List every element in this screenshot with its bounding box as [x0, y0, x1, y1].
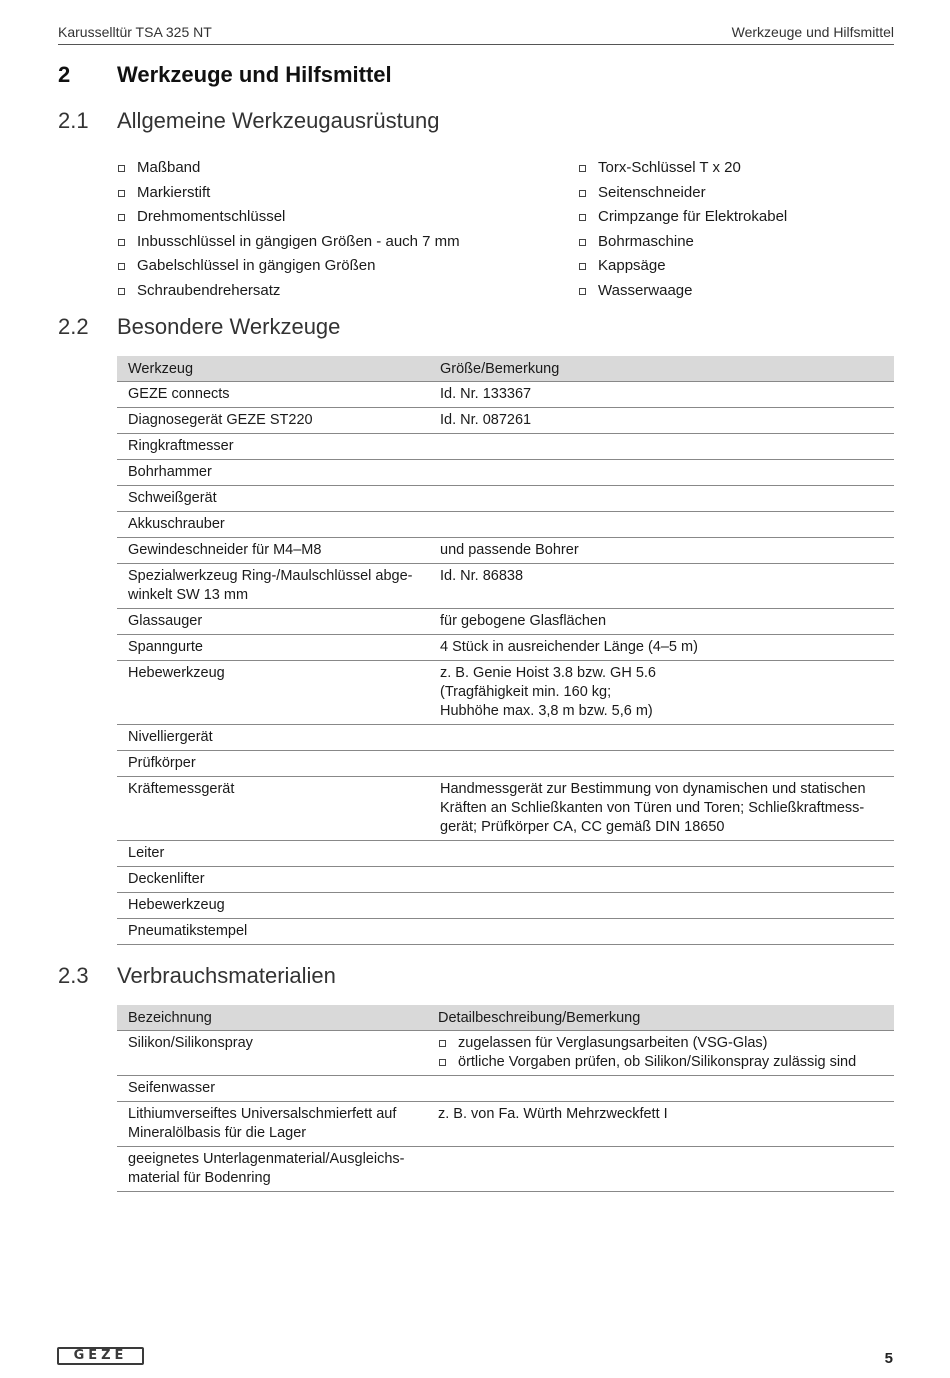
bullet-square-icon: [118, 165, 125, 172]
table-row: [117, 460, 894, 486]
table-row: [117, 1031, 894, 1076]
list-item-label: Schraubendrehersatz: [137, 281, 281, 299]
tool-remark-cell: Handmessgerät zur Bestimmung von dynamischen und statischen Kräften an Schließkanten von Türen und Toren; Schließkraftmess- gerät; Prüfkörper CA, CC gemäß DIN 18650: [429, 777, 894, 841]
tool-list-right: [578, 156, 787, 304]
section-title: Besondere Werkzeuge: [117, 314, 341, 339]
bullet-square-icon: [118, 288, 125, 295]
list-item: [117, 156, 460, 181]
table-row: [117, 777, 894, 841]
tool-name-cell: Deckenlifter: [117, 867, 429, 893]
tool-remark-cell: [429, 919, 894, 945]
tool-remark-cell: Id. Nr. 133367: [429, 382, 894, 408]
geze-logo: GEZE: [57, 1347, 144, 1365]
tool-name-cell: Akkuschrauber: [117, 512, 429, 538]
tool-name-cell: Spanngurte: [117, 635, 429, 661]
table-row: [117, 512, 894, 538]
table-row: [117, 538, 894, 564]
section-heading-2-3: [58, 963, 336, 989]
column-header: Größe/Bemerkung: [429, 356, 894, 382]
list-item: [117, 279, 460, 304]
list-item-label: Maßband: [137, 159, 201, 176]
tool-remark-cell: [429, 841, 894, 867]
table-row: [117, 893, 894, 919]
tool-name-cell: Diagnosegerät GEZE ST220: [117, 408, 429, 434]
tool-name-cell: Nivelliergerät: [117, 725, 429, 751]
material-remark-cell: [427, 1031, 894, 1076]
chapter-heading: [58, 62, 392, 88]
table-header-row: [117, 356, 894, 382]
table-row: [117, 841, 894, 867]
section-heading-2-2: [58, 314, 340, 340]
material-name-cell: geeignetes Unterlagenmaterial/Ausgleichs- material für Bodenring: [117, 1147, 427, 1192]
bullet-square-icon: [439, 1059, 446, 1066]
table-row: [117, 867, 894, 893]
bullet-square-icon: [579, 214, 586, 221]
bullet-square-icon: [118, 190, 125, 197]
list-item: [578, 254, 787, 279]
tool-remark-cell: [429, 867, 894, 893]
tool-remark-cell: [429, 434, 894, 460]
section-heading-2-1: [58, 108, 439, 134]
list-item: [117, 230, 460, 255]
bullet-square-icon: [118, 239, 125, 246]
material-remark-cell: [427, 1102, 894, 1147]
tool-name-cell: Spezialwerkzeug Ring-/Maulschlüssel abge- winkelt SW 13 mm: [117, 564, 429, 609]
tool-remark-cell: 4 Stück in ausreichender Länge (4–5 m): [429, 635, 894, 661]
remark-text: z. B. von Fa. Würth Mehrzweckfett I: [438, 1106, 668, 1122]
list-item-label: Kappsäge: [598, 257, 666, 275]
tool-remark-cell: Id. Nr. 087261: [429, 408, 894, 434]
column-header: Bezeichnung: [117, 1005, 427, 1031]
table-row: [117, 382, 894, 408]
list-item-label: Crimpzange für Elektrokabel: [598, 208, 788, 226]
list-item: [438, 1053, 883, 1072]
material-name-cell: Seifenwasser: [117, 1076, 427, 1102]
table-row: [117, 919, 894, 945]
section-title: Verbrauchsmaterialien: [117, 963, 336, 988]
column-header: Werkzeug: [117, 356, 429, 382]
tool-name-cell: Kräftemessgerät: [117, 777, 429, 841]
list-item: [578, 181, 787, 206]
bullet-square-icon: [579, 239, 586, 246]
tool-remark-cell: [429, 486, 894, 512]
list-item-label: Wasserwaage: [598, 281, 693, 299]
table-row: [117, 751, 894, 777]
table-row: [117, 1147, 894, 1192]
list-item: [578, 205, 787, 230]
special-tools-table: [117, 356, 894, 945]
list-item-label: Inbusschlüssel in gängigen Größen - auch 7 mm: [137, 232, 460, 250]
list-item-label: Seitenschneider: [598, 183, 706, 201]
tool-remark-cell: z. B. Genie Hoist 3.8 bzw. GH 5.6 (Tragfähigkeit min. 160 kg; Hubhöhe max. 3,8 m bzw. 5,6 m): [429, 661, 894, 725]
section-number: 2.1: [58, 108, 89, 133]
material-remark-cell: [427, 1147, 894, 1192]
list-item: [578, 230, 787, 255]
tool-list-left: [117, 156, 460, 304]
tool-name-cell: Hebewerkzeug: [117, 661, 429, 725]
page-number: 5: [884, 1350, 893, 1367]
tool-remark-cell: [429, 460, 894, 486]
consumables-table: [117, 1005, 894, 1192]
section-title: Allgemeine Werkzeugausrüstung: [117, 108, 440, 133]
table-row: [117, 725, 894, 751]
chapter-number: 2: [58, 62, 71, 87]
bullet-square-icon: [579, 165, 586, 172]
list-item: [438, 1034, 883, 1053]
page-header: [58, 22, 894, 45]
list-item: [117, 181, 460, 206]
section-number: 2.2: [58, 314, 89, 339]
list-item-label: Gabelschlüssel in gängigen Größen: [137, 257, 376, 275]
tool-name-cell: Leiter: [117, 841, 429, 867]
material-name-cell: Lithiumverseiftes Universalschmierfett auf Mineralölbasis für die Lager: [117, 1102, 427, 1147]
table-row: [117, 635, 894, 661]
bullet-square-icon: [118, 263, 125, 270]
list-item-label: Bohrmaschine: [598, 232, 694, 250]
list-item: [578, 279, 787, 304]
list-item-label: Markierstift: [137, 183, 211, 201]
table-row: [117, 661, 894, 725]
table-row: [117, 609, 894, 635]
list-item: [578, 156, 787, 181]
list-item: [117, 205, 460, 230]
tool-remark-cell: [429, 751, 894, 777]
table-row: [117, 434, 894, 460]
chapter-title: Werkzeuge und Hilfsmittel: [117, 62, 392, 87]
list-item: [117, 254, 460, 279]
tool-remark-cell: [429, 512, 894, 538]
tool-remark-cell: [429, 893, 894, 919]
header-chapter-title: Werkzeuge und Hilfsmittel: [731, 24, 894, 40]
bullet-square-icon: [579, 288, 586, 295]
list-item-label: örtliche Vorgaben prüfen, ob Silikon/Silikonspray zulässig sind: [458, 1054, 857, 1070]
material-name-cell: Silikon/Silikonspray: [117, 1031, 427, 1076]
list-item-label: zugelassen für Verglasungsarbeiten (VSG-Glas): [458, 1035, 768, 1051]
tool-name-cell: Hebewerkzeug: [117, 893, 429, 919]
table-row: [117, 486, 894, 512]
tool-name-cell: Pneumatikstempel: [117, 919, 429, 945]
list-item-label: Drehmomentschlüssel: [137, 208, 286, 226]
table-row: [117, 1102, 894, 1147]
table-row: [117, 408, 894, 434]
tool-name-cell: Gewindeschneider für M4–M8: [117, 538, 429, 564]
bullet-square-icon: [439, 1040, 446, 1047]
bullet-square-icon: [579, 190, 586, 197]
tool-name-cell: Prüfkörper: [117, 751, 429, 777]
tool-remark-cell: [429, 725, 894, 751]
tool-remark-cell: Id. Nr. 86838: [429, 564, 894, 609]
remark-bullet-list: [438, 1034, 883, 1072]
tool-remark-cell: und passende Bohrer: [429, 538, 894, 564]
tool-name-cell: GEZE connects: [117, 382, 429, 408]
tool-name-cell: Ringkraftmesser: [117, 434, 429, 460]
bullet-square-icon: [118, 214, 125, 221]
tool-remark-cell: für gebogene Glasflächen: [429, 609, 894, 635]
tool-name-cell: Schweißgerät: [117, 486, 429, 512]
table-row: [117, 564, 894, 609]
table-header-row: [117, 1005, 894, 1031]
material-remark-cell: [427, 1076, 894, 1102]
list-item-label: Torx-Schlüssel T x 20: [598, 159, 741, 176]
tool-name-cell: Glassauger: [117, 609, 429, 635]
header-document-title: Karusselltür TSA 325 NT: [58, 24, 212, 40]
column-header: Detailbeschreibung/Bemerkung: [427, 1005, 894, 1031]
tool-name-cell: Bohrhammer: [117, 460, 429, 486]
section-number: 2.3: [58, 963, 89, 988]
bullet-square-icon: [579, 263, 586, 270]
table-row: [117, 1076, 894, 1102]
